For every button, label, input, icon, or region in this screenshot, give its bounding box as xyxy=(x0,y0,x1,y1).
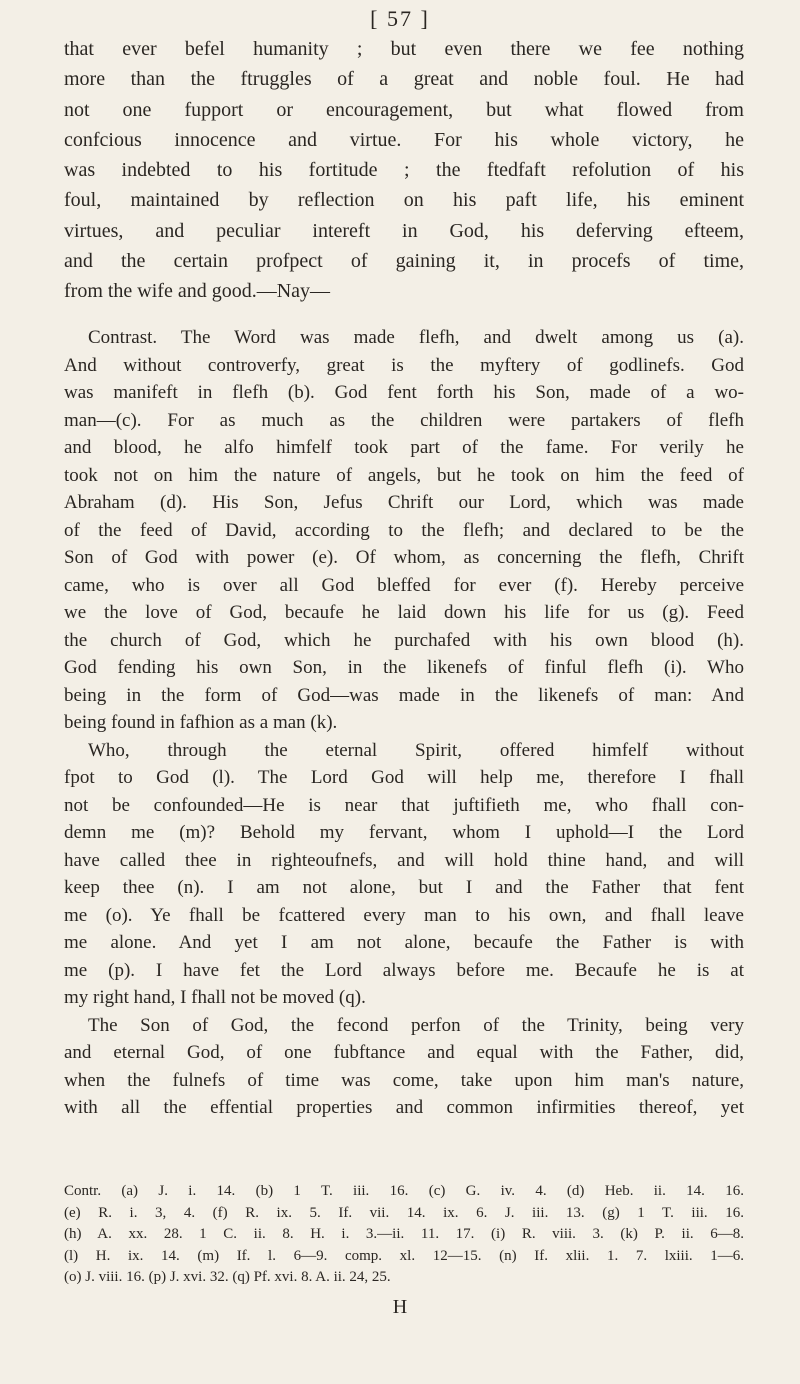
footnote-line: (o) J. viii. 16. (p) J. xvi. 32. (q) Pf. xvi. 8. A. ii. 24, 25. xyxy=(64,1269,391,1285)
footnote-line: (h) A. xx. 28. 1 C. ii. 8. H. i. 3.—ii. 11. 17. (i) R. viii. 3. (k) P. ii. 6—8. xyxy=(64,1226,744,1242)
footnote-line: (e) R. i. 3, 4. (f) R. ix. 5. If. vii. 14. ix. 6. J. iii. 13. (g) 1 T. iii. 16. xyxy=(64,1204,744,1221)
text-line: being in the form of God—was made in the likenefs of man: And xyxy=(64,684,744,706)
text-line: man—(c). For as much as the children were partakers of flefh xyxy=(64,409,744,431)
text-line: and eternal God, of one fubftance and equal with the Father, did, xyxy=(64,1042,744,1063)
signature-mark: H xyxy=(392,1296,408,1318)
text-line: Who, through the eternal Spirit, offered himfelf without xyxy=(88,739,744,761)
footnotes xyxy=(64,1181,744,1289)
text-line: foul, maintained by reflection on his paft life, his eminent xyxy=(64,189,744,212)
text-line: me alone. And yet I am not alone, becaufe the Father is with xyxy=(64,932,744,953)
text-line: we the love of God, becaufe he laid down his life for us (g). Feed xyxy=(64,602,744,623)
text-line: Contrast. The Word was made flefh, and dwelt among us (a). xyxy=(88,327,744,348)
text-line: being found in fafhion as a man (k). xyxy=(64,712,338,733)
text-line: my right hand, I fhall not be moved (q). xyxy=(64,987,366,1008)
text-line: the church of God, which he purchafed with his own blood (h). xyxy=(64,629,744,651)
text-line: more than the ftruggles of a great and noble foul. He had xyxy=(64,68,744,91)
text-line: have called thee in righteoufnefs, and will hold thine hand, and will xyxy=(64,849,744,871)
page-number: [ 57 ] xyxy=(370,6,430,31)
text-line: demn me (m)? Behold my fervant, whom I uphold—I the Lord xyxy=(64,822,744,843)
text-line: from the wife and good.—Nay— xyxy=(64,280,331,303)
text-line: me (o). Ye fhall be fcattered every man to his own, and fhall leave xyxy=(64,904,744,926)
text-line: And without controverfy, great is the myftery of godlinefs. God xyxy=(64,354,744,376)
text-line: came, who is over all God bleffed for ever (f). Hereby perceive xyxy=(64,574,744,596)
text-line: was indebted to his fortitude ; the ftedfaft refolution of his xyxy=(64,159,744,182)
text-line: Abraham (d). His Son, Jefus Chrift our Lord, which was made xyxy=(64,492,744,513)
text-line: and blood, he alfo himfelf took part of the fame. For verily he xyxy=(64,437,744,458)
text-line: took not on him the nature of angels, but he took on him the feed of xyxy=(64,464,744,486)
text-line: virtues, and peculiar intereft in God, his deferving efteem, xyxy=(64,219,744,242)
text-line: Son of God with power (e). Of whom, as concerning the flefh, Chrift xyxy=(64,547,744,568)
text-line: not one fupport or encouragement, but what flowed from xyxy=(64,98,744,121)
text-line: keep thee (n). I am not alone, but I and the Father that fent xyxy=(64,877,744,898)
text-line: was manifeft in flefh (b). God fent forth his Son, made of a wo- xyxy=(64,382,744,403)
text-line: and the certain profpect of gaining it, in procefs of time, xyxy=(64,250,744,273)
text-line: of the feed of David, according to the flefh; and declared to be the xyxy=(64,519,744,541)
footnote-line: (l) H. ix. 14. (m) If. l. 6—9. comp. xl. 12—15. (n) If. xlii. 1. 7. lxiii. 1—6. xyxy=(64,1247,744,1264)
footnote-line: Contr. (a) J. i. 14. (b) 1 T. iii. 16. (c) G. iv. 4. (d) Heb. ii. 14. 16. xyxy=(64,1183,744,1199)
text-line: confcious innocence and virtue. For his whole victory, he xyxy=(64,128,744,151)
opening-paragraph xyxy=(64,34,744,307)
text-line: me (p). I have fet the Lord always before me. Becaufe he is at xyxy=(64,959,744,981)
contrast-paragraph xyxy=(64,324,744,1122)
text-line: fpot to God (l). The Lord God will help me, therefore I fhall xyxy=(64,767,744,788)
text-line: when the fulnefs of time was come, take upon him man's nature, xyxy=(64,1069,744,1091)
text-line: God fending his own Son, in the likenefs of finful flefh (i). Who xyxy=(64,657,744,678)
text-line: not be confounded—He is near that juftifieth me, who fhall con- xyxy=(64,794,744,816)
text-line: The Son of God, the fecond perfon of the Trinity, being very xyxy=(88,1014,744,1036)
text-line: with all the effential properties and common infirmities thereof, yet xyxy=(64,1097,744,1118)
text-line: that ever befel humanity ; but even there we fee nothing xyxy=(64,38,744,60)
